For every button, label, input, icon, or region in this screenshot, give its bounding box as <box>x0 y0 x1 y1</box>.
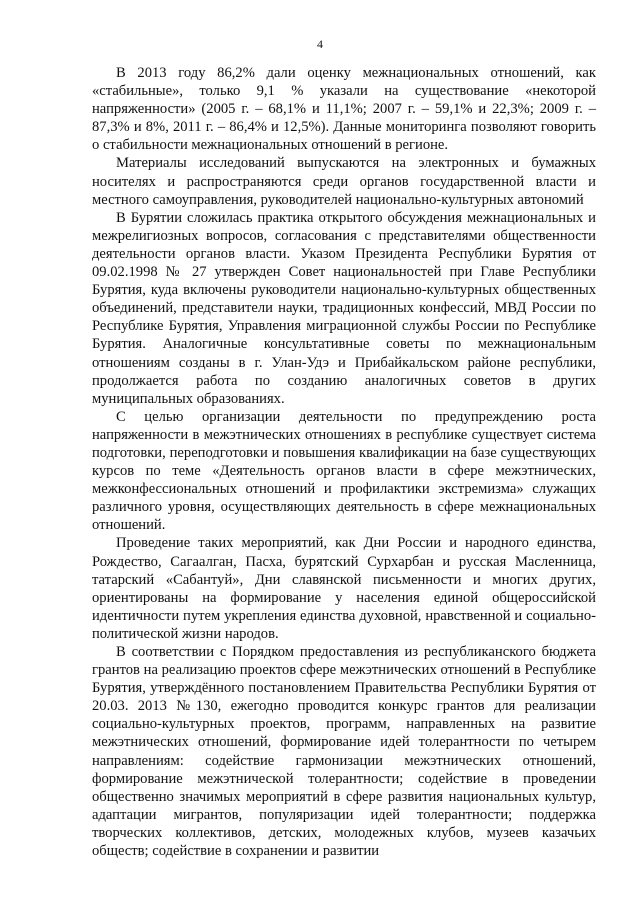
paragraph-council-of-nationalities: В Бурятии сложилась практика открытого обсуждения межнациональных и межрелигиозных вопросов, согласования с представителями общественности деятельности органов власти. Указом Президента Республики Бурятия от 09.02.1998 № 27 утвержден Совет национальностей при Главе Республики Бурятия, куда включены руководители национально-культурных общественных объединений, представители науки, традиционных конфессий, МВД России по Республике Бурятия, Управления миграционной службы России по Республике Бурятия. Аналогичные консультативные советы по межнациональным отношениям созданы в г. Улан-Удэ и Прибайкальском районе республики, продолжается работа по созданию аналогичных советов в других муниципальных образованиях. <box>92 209 596 407</box>
paragraph-survey-results: В 2013 году 86,2% дали оценку межнациональных отношений, как «стабильные», только 9,1 % указали на существование «некоторой напряженности» (2005 г. – 68,1% и 11,1%; 2007 г. – 59,1% и 22,3%; 2009 г. – 87,3% и 8%, 2011 г. – 86,4% и 12,5%). Данные мониторинга позволяют говорить о стабильности межнациональных отношений в регионе. <box>92 65 596 154</box>
page-number: 4 <box>317 37 323 51</box>
paragraph-training-system: С целью организации деятельности по предупреждению роста напряженности в межэтнических отношениях в республике существует система подготовки, переподготовки и повышения квалификации на базе существующих курсов по теме «Деятельность органов власти в сфере межэтнических, межконфессиональных отношений и профилактики экстремизма» служащих различного уровня, осуществляющих деятельность в сфере межнациональных отношений. <box>92 408 596 534</box>
paragraph-cultural-events: Проведение таких мероприятий, как Дни России и народного единства, Рождество, Сагаалган, Пасха, бурятский Сурхарбан и русская Масленница, татарский «Сабантуй», Дни славянской письменности и многих других, ориентированы на формирование у населения единой общероссийской идентичности путем укрепления единства духовной, нравственной и социально-политической жизни народов. <box>92 535 596 642</box>
body-text <box>92 64 596 860</box>
paragraph-research-materials: Материалы исследований выпускаются на электронных и бумажных носителях и распространяются среди органов государственной власти и местного самоуправления, руководителей национально-культурных автономий <box>92 155 596 208</box>
paragraph-grants: В соответствии с Порядком предоставления из республиканского бюджета грантов на реализацию проектов сфере межэтнических отношений в Республике Бурятия, утверждённого постановлением Правительства Республики Бурятия от 20.03. 2013 №130, ежегодно проводится конкурс грантов для реализации социально-культурных проектов, программ, направленных на развитие межэтнических отношений, формирование идей толерантности по четырем направлениям: содействие гармонизации межэтнических отношений, формирование межэтнической толерантности; содействие в проведении общественно значимых мероприятий в сфере развития национальных культур, адаптации мигрантов, популяризации идей толерантности; поддержка творческих коллективов, детских, молодежных клубов, музеев казачьих обществ; содействие в сохранении и развитии <box>92 644 596 860</box>
